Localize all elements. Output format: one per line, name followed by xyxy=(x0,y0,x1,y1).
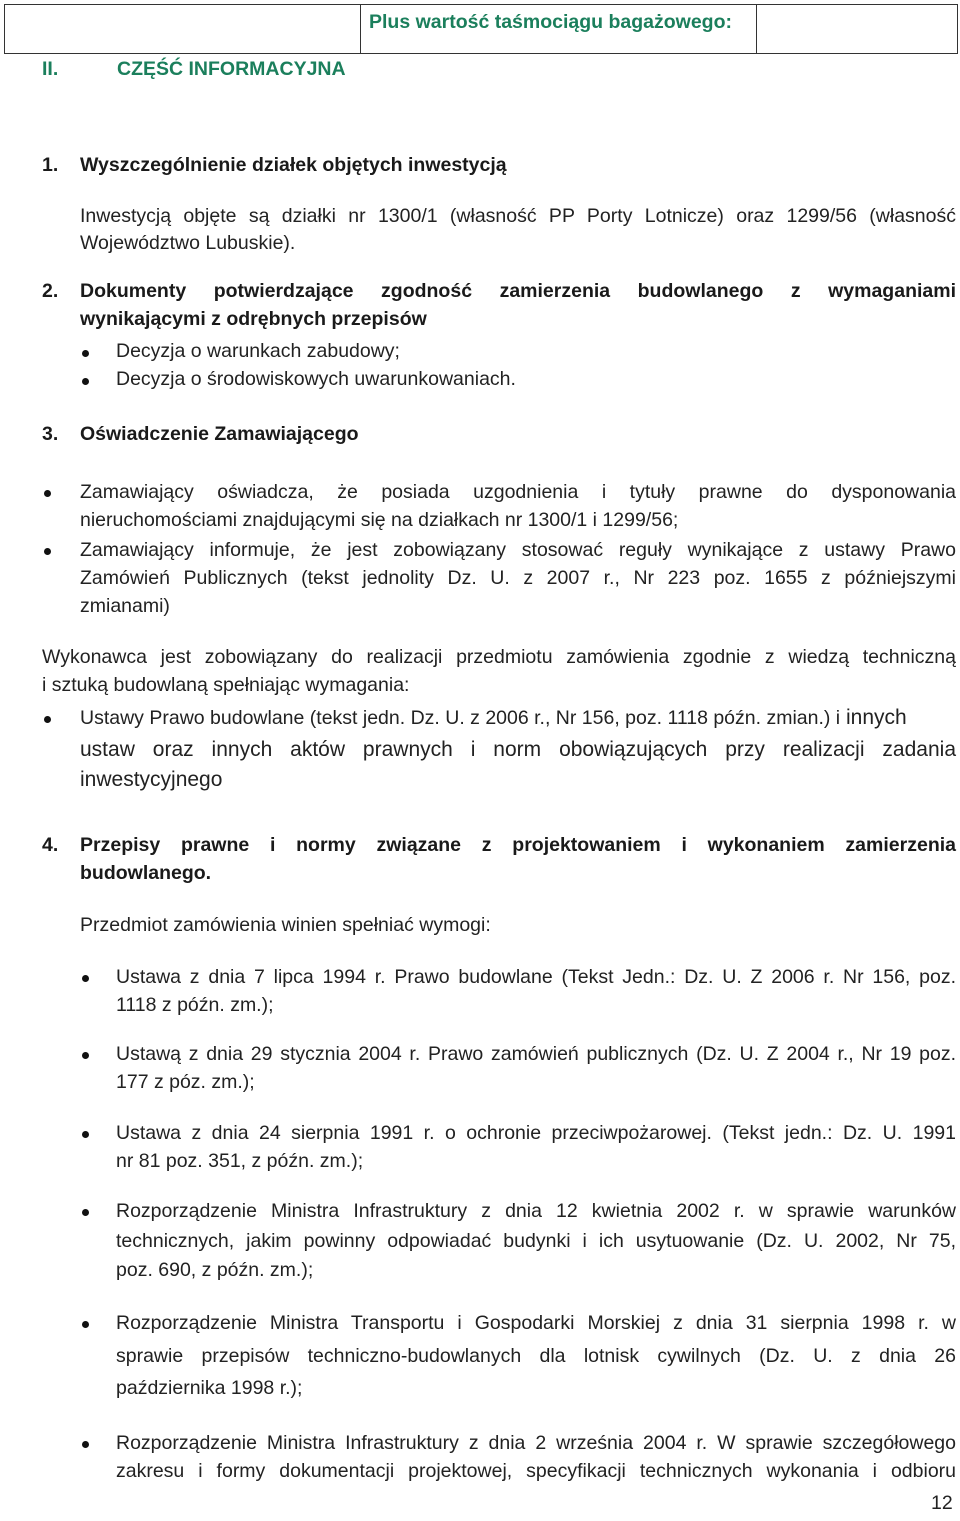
bullet-icon xyxy=(82,378,89,385)
section3-title: Oświadczenie Zamawiającego xyxy=(80,423,359,445)
page-number: 12 xyxy=(931,1492,953,1514)
section4-item1-line2: 1118 z późn. zm.); xyxy=(116,994,274,1016)
section4-item5-line1: Rozporządzenie Ministra Transportu i Gospodarki Morskiej z dnia 31 sierpnia 1998 r. w xyxy=(116,1312,956,1334)
section3-bullet2-line3: zmianami) xyxy=(80,595,170,617)
part-title: CZĘŚĆ INFORMACYJNA xyxy=(117,58,346,80)
section4-item4-line3: poz. 690, z późn. zm.); xyxy=(116,1259,314,1281)
bullet-icon xyxy=(82,350,89,357)
section4-item6-line1: Rozporządzenie Ministra Infrastruktury z dnia 2 września 2004 r. W sprawie szczegółowego xyxy=(116,1432,956,1454)
section3-bullet2-line2: Zamówień Publicznych (tekst jednolity Dz. U. z 2007 r., Nr 223 poz. 1655 z późniejszymi xyxy=(80,567,956,589)
section4-item3-line2: nr 81 poz. 351, z późn. zm.); xyxy=(116,1150,364,1172)
bullet-icon xyxy=(82,1209,89,1216)
section4-intro: Przedmiot zamówienia winien spełniać wymogi: xyxy=(80,914,491,936)
section4-title-line1: Przepisy prawne i normy związane z projektowaniem i wykonaniem zamierzenia xyxy=(80,834,956,856)
section1-body-line1: Inwestycją objęte są działki nr 1300/1 (własność PP Porty Lotnicze) oraz 1299/56 (własność xyxy=(80,205,956,227)
section3-para-line2: i sztuką budowlaną spełniając wymagania: xyxy=(42,674,410,696)
bullet-icon xyxy=(44,716,51,723)
section3-bullet3-line1 xyxy=(80,703,956,733)
section1-body-line2: Województwo Lubuskie). xyxy=(80,232,296,254)
section4-item3-line1: Ustawa z dnia 24 sierpnia 1991 r. o ochronie przeciwpożarowej. (Tekst jedn.: Dz. U. 1991 xyxy=(116,1122,956,1144)
section2-bullet-1: Decyzja o warunkach zabudowy; xyxy=(116,340,400,362)
section3-bullet3-line1-b: innych xyxy=(840,706,907,729)
section3-para-line1: Wykonawca jest zobowiązany do realizacji przedmiotu zamówienia zgodnie z wiedzą techniczną xyxy=(42,646,956,668)
header-table xyxy=(4,4,958,54)
section2-bullet-2: Decyzja o środowiskowych uwarunkowaniach. xyxy=(116,368,516,390)
bullet-icon xyxy=(82,1321,89,1328)
bullet-icon xyxy=(82,1441,89,1448)
bullet-icon xyxy=(82,975,89,982)
section3-number: 3. xyxy=(42,423,59,445)
header-table-label: Plus wartość taśmociągu bagażowego: xyxy=(369,11,732,33)
section4-item5-line2: sprawie przepisów techniczno-budowlanych dla lotnisk cywilnych (Dz. U. z dnia 26 xyxy=(116,1345,956,1367)
section4-item5-line3: października 1998 r.); xyxy=(116,1377,303,1399)
part-numeral: II. xyxy=(42,58,59,80)
header-table-label-cell xyxy=(361,5,757,54)
section3-bullet3-line3: inwestycyjnego xyxy=(80,768,223,791)
section4-item4-line2: technicznych, jakim powinny odpowiadać budynki i ich usytuowanie (Dz. U. 2002, Nr 75, xyxy=(116,1230,956,1252)
section3-bullet3-line1-a: Ustawy Prawo budowlane (tekst jedn. Dz. U. z 2006 r., Nr 156, poz. 1118 późn. zmian.) i xyxy=(80,707,841,729)
section4-item2-line1: Ustawą z dnia 29 stycznia 2004 r. Prawo zamówień publicznych (Dz. U. Z 2004 r., Nr 19 poz. xyxy=(116,1043,956,1065)
bullet-icon xyxy=(44,548,51,555)
section4-number: 4. xyxy=(42,834,59,856)
section3-bullet3-line2: ustaw oraz innych aktów prawnych i norm obowiązujących przy realizacji zadania xyxy=(80,738,956,761)
section2-title-line1: Dokumenty potwierdzające zgodność zamierzenia budowlanego z wymaganiami xyxy=(80,280,956,302)
section4-item1-line1: Ustawa z dnia 7 lipca 1994 r. Prawo budowlane (Tekst Jedn.: Dz. U. Z 2006 r. Nr 156, poz. xyxy=(116,966,956,988)
bullet-icon xyxy=(82,1131,89,1138)
section1-title: Wyszczególnienie działek objętych inwestycją xyxy=(80,154,507,176)
section4-item6-line2: zakresu i formy dokumentacji projektowej, specyfikacji technicznych wykonania i odbioru xyxy=(116,1460,956,1482)
bullet-icon xyxy=(44,490,51,497)
section4-item2-line2: 177 z póz. zm.); xyxy=(116,1071,255,1093)
header-table-empty-cell xyxy=(5,5,361,54)
section4-title-line2: budowlanego. xyxy=(80,862,212,884)
section2-number: 2. xyxy=(42,280,59,302)
section3-bullet1-line2: nieruchomościami znajdującymi się na działkach nr 1300/1 i 1299/56; xyxy=(80,509,679,531)
section3-bullet2-line1: Zamawiający informuje, że jest zobowiązany stosować reguły wynikające z ustawy Prawo xyxy=(80,539,956,561)
bullet-icon xyxy=(82,1052,89,1059)
section4-item4-line1: Rozporządzenie Ministra Infrastruktury z dnia 12 kwietnia 2002 r. w sprawie warunków xyxy=(116,1200,956,1222)
section3-bullet1-line1: Zamawiający oświadcza, że posiada uzgodnienia i tytuły prawne do dysponowania xyxy=(80,481,956,503)
section2-title-line2: wynikającymi z odrębnych przepisów xyxy=(80,308,427,330)
header-table-value-cell xyxy=(757,5,958,54)
section1-number: 1. xyxy=(42,154,59,176)
